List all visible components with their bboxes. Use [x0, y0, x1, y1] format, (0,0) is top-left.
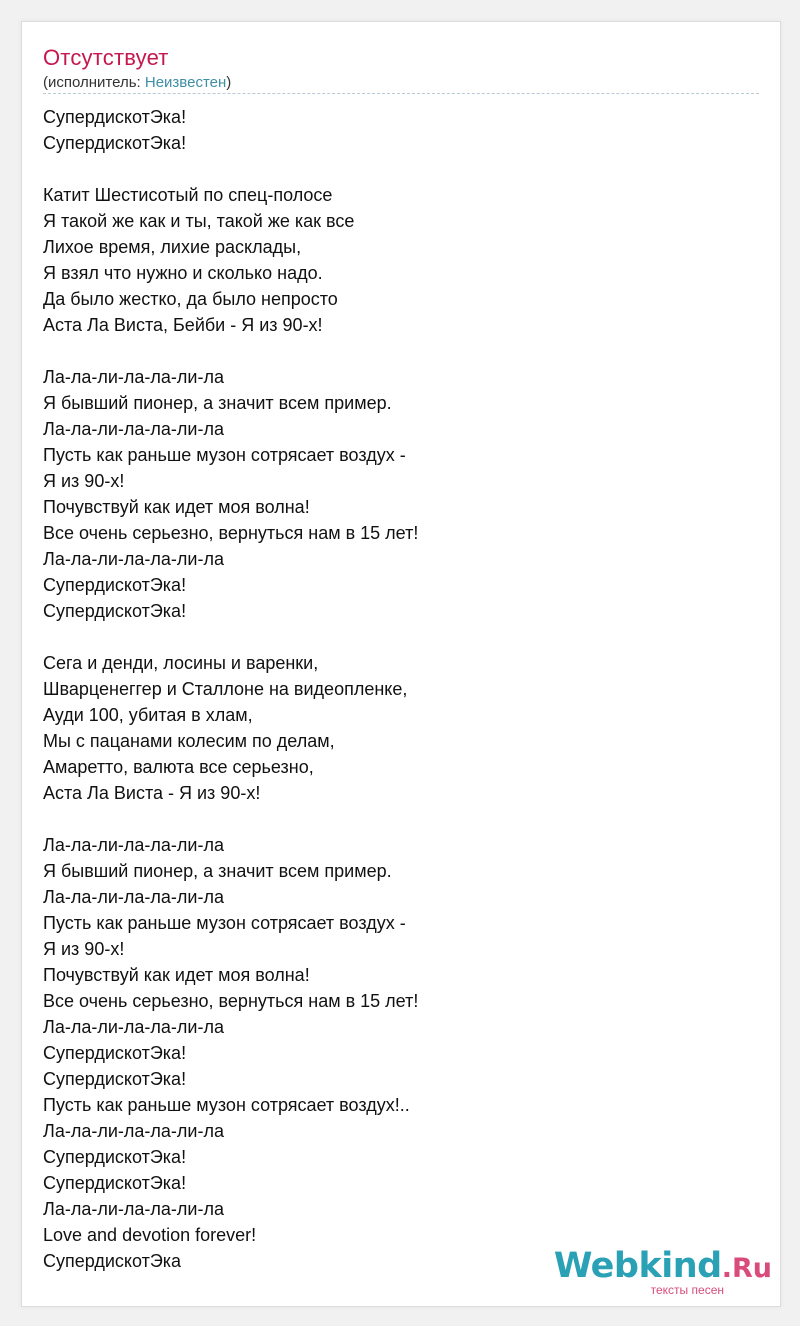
lyric-line: Я бывший пионер, а значит всем пример. — [43, 393, 392, 413]
lyric-line: Все очень серьезно, вернуться нам в 15 лет! — [43, 523, 419, 543]
lyric-line: Все очень серьезно, вернуться нам в 15 лет! — [43, 991, 419, 1011]
dashed-divider — [43, 93, 759, 94]
lyric-line: СупердискотЭка! — [43, 601, 187, 621]
lyric-line: Пусть как раньше музон сотрясает воздух - — [43, 913, 406, 933]
lyric-line: СупердискотЭка! — [43, 107, 187, 127]
lyric-line: Я такой же как и ты, такой же как все — [43, 211, 355, 231]
lyric-line: Аста Ла Виста - Я из 90-х! — [43, 783, 261, 803]
lyric-line: Ла-ла-ли-ла-ла-ли-ла — [43, 419, 224, 439]
lyric-line: СупердискотЭка! — [43, 1147, 187, 1167]
lyric-line: Love and devotion forever! — [43, 1225, 257, 1245]
lyric-line: Лихое время, лихие расклады, — [43, 237, 302, 257]
lyric-line: Пусть как раньше музон сотрясает воздух!.. — [43, 1095, 410, 1115]
lyric-line: Ла-ла-ли-ла-ла-ли-ла — [43, 1017, 224, 1037]
stanza-break — [43, 156, 743, 182]
lyric-line: Ла-ла-ли-ла-ла-ли-ла — [43, 835, 224, 855]
song-title: Отсутствует — [43, 45, 169, 70]
stanza-break — [43, 624, 743, 650]
lyric-line: Почувствуй как идет моя волна! — [43, 497, 310, 517]
lyric-line: Я взял что нужно и сколько надо. — [43, 263, 323, 283]
lyric-line: Да было жестко, да было непросто — [43, 289, 338, 309]
lyric-line: Ла-ла-ли-ла-ла-ли-ла — [43, 549, 224, 569]
lyric-line: Ла-ла-ли-ла-ла-ли-ла — [43, 1199, 224, 1219]
webkind-logo[interactable] — [554, 1248, 772, 1296]
lyric-line: Сега и денди, лосины и варенки, — [43, 653, 319, 673]
logo-tld: .Ru — [721, 1253, 772, 1284]
artist-suffix: ) — [226, 74, 232, 91]
lyric-line: Амаретто, валюта все серьезно, — [43, 757, 314, 777]
artist-link[interactable]: Неизвестен — [144, 74, 227, 91]
lyric-line: СупердискотЭка! — [43, 575, 187, 595]
lyric-line: Ла-ла-ли-ла-ла-ли-ла — [43, 1121, 224, 1141]
lyric-line: Пусть как раньше музон сотрясает воздух - — [43, 445, 406, 465]
lyric-line: СупердискотЭка! — [43, 1069, 187, 1089]
lyric-line: СупердискотЭка! — [43, 133, 187, 153]
artist-line — [43, 74, 231, 91]
logo-wordmark — [554, 1248, 772, 1287]
lyric-line: Шварценеггер и Сталлоне на видеопленке, — [43, 679, 408, 699]
lyric-line: Аста Ла Виста, Бейби - Я из 90-х! — [43, 315, 323, 335]
lyric-line: Почувствуй как идет моя волна! — [43, 965, 310, 985]
lyric-line: Ла-ла-ли-ла-ла-ли-ла — [43, 367, 224, 387]
lyric-line: Я из 90-х! — [43, 471, 125, 491]
stanza-break — [43, 338, 743, 364]
logo-tagline: тексты песен — [650, 1283, 724, 1297]
lyric-line: Катит Шестисотый по спец-полосе — [43, 185, 333, 205]
lyrics-card — [21, 21, 781, 1307]
lyrics-text — [43, 104, 743, 1274]
lyric-line: Ауди 100, убитая в хлам, — [43, 705, 253, 725]
lyric-line: Я бывший пионер, а значит всем пример. — [43, 861, 392, 881]
artist-prefix: (исполнитель: — [43, 74, 145, 91]
lyric-line: СупердискотЭка — [43, 1251, 182, 1271]
lyric-line: Мы с пацанами колесим по делам, — [43, 731, 335, 751]
lyric-line: Ла-ла-ли-ла-ла-ли-ла — [43, 887, 224, 907]
lyric-line: Я из 90-х! — [43, 939, 125, 959]
logo-brand: Webkind — [553, 1246, 722, 1286]
lyric-line: СупердискотЭка! — [43, 1173, 187, 1193]
stanza-break — [43, 806, 743, 832]
lyric-line: СупердискотЭка! — [43, 1043, 187, 1063]
